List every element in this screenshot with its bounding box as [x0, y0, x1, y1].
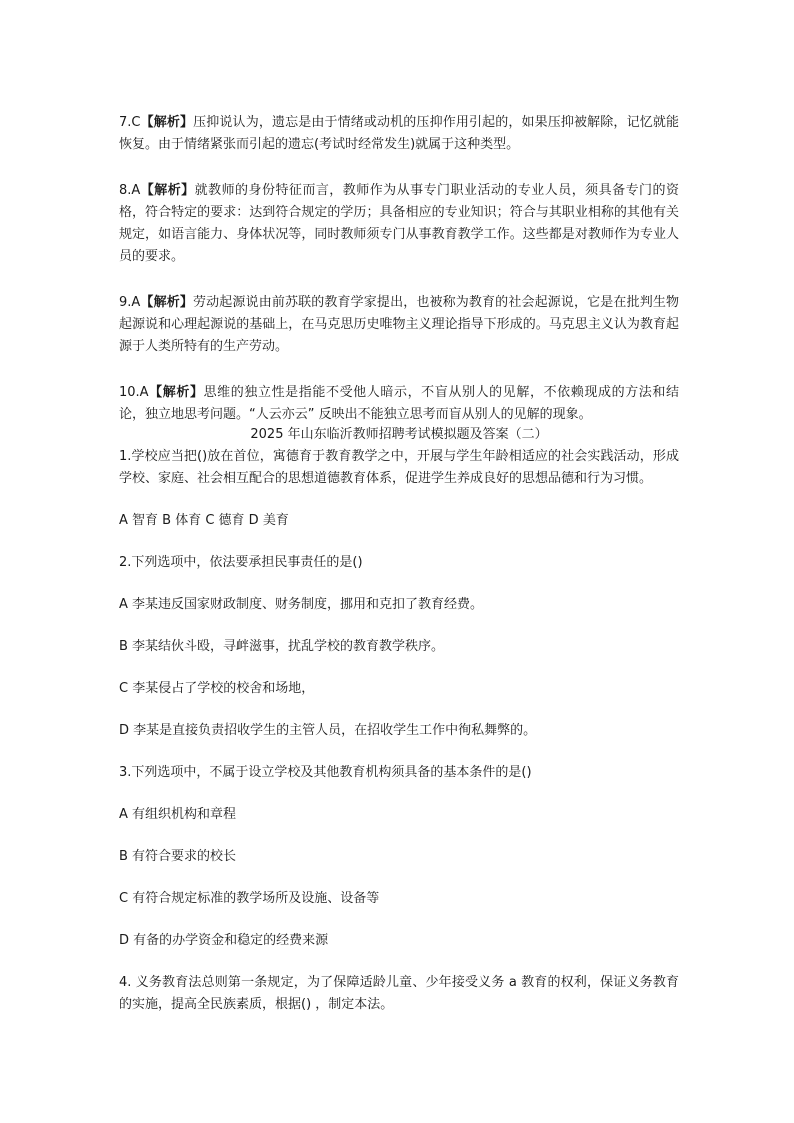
question-1-options: A 智育 B 体育 C 德育 D 美育 [119, 513, 289, 528]
question-3-option-a: A 有组织机构和章程 [119, 807, 237, 822]
answer-number: 8.A [119, 183, 141, 198]
analysis-tag: 【解析】 [148, 385, 204, 400]
question-3-stem: 3.下列选项中，不属于设立学校及其他教育机构须具备的基本条件的是() [119, 765, 532, 780]
question-2-stem: 2.下列选项中，依法要承担民事责任的是() [119, 555, 363, 570]
question-2-option-b: B 李某结伙斗殴，寻衅滋事，扰乱学校的教育教学秩序。 [119, 639, 445, 654]
answer-7 [119, 112, 679, 156]
answer-text: 思维的独立性是指能不受他人暗示，不盲从别人的见解，不依赖现成的方法和结论，独立地思考问题。“人云亦云” 反映出不能独立思考而盲从别人的见解的现象。 [119, 385, 679, 422]
answer-10 [119, 382, 679, 426]
section-title: 2025 年山东临沂教师招聘考试模拟题及答案（二） [250, 427, 548, 442]
analysis-tag: 【解析】 [140, 295, 193, 310]
question-3-option-d: D 有备的办学资金和稳定的经费来源 [119, 933, 329, 948]
question-4-stem: 4. 义务教育法总则第一条规定，为了保障适龄儿童、少年接受义务 a 教育的权利，保证义务教育的实施，提高全民族素质，根据() ，制定本法。 [119, 975, 679, 1012]
answer-number: 10.A [119, 385, 149, 400]
analysis-tag: 【解析】 [140, 183, 195, 198]
question-3-option-b: B 有符合要求的校长 [119, 849, 237, 864]
answer-9 [119, 292, 679, 358]
answer-text: 劳动起源说由前苏联的教育学家提出，也被称为教育的社会起源说，它是在批判生物起源说和心理起源说的基础上，在马克思历史唯物主义理论指导下形成的。马克思主义认为教育起源于人类所特有的生产劳动。 [119, 295, 679, 354]
question-2-option-d: D 李某是直接负责招收学生的主管人员，在招收学生工作中徇私舞弊的。 [119, 723, 537, 738]
document-page [119, 112, 679, 1016]
question-3-option-c: C 有符合规定标准的教学场所及设施、设备等 [119, 891, 380, 906]
answer-number: 7.C [119, 115, 141, 130]
question-2-option-a: A 李某违反国家财政制度、财务制度，挪用和克扣了教育经费。 [119, 597, 484, 612]
answer-number: 9.A [119, 295, 141, 310]
answer-8 [119, 180, 679, 268]
question-2-option-c: C 李某侵占了学校的校舍和场地， [119, 681, 315, 696]
analysis-tag: 【解析】 [140, 115, 194, 130]
answer-text: 就教师的身份特征而言，教师作为从事专门职业活动的专业人员，须具备专门的资格，符合特定的要求：达到符合规定的学历；具备相应的专业知识；符合与其职业相称的其他有关规定，如语言能力、身体状况等，同时教师须专门从事教育教学工作。这些都是对教师作为专业人员的要求。 [119, 183, 679, 264]
question-1-stem: 1.学校应当把()放在首位，寓德育于教育教学之中，开展与学生年龄相适应的社会实践活动，形成学校、家庭、社会相互配合的思想道德教育体系，促进学生养成良好的思想品德和行为习惯。 [119, 449, 679, 486]
answer-text: 压抑说认为，遗忘是由于情绪或动机的压抑作用引起的，如果压抑被解除，记忆就能恢复。由于情绪紧张而引起的遗忘(考试时经常发生)就属于这种类型。 [119, 115, 679, 152]
